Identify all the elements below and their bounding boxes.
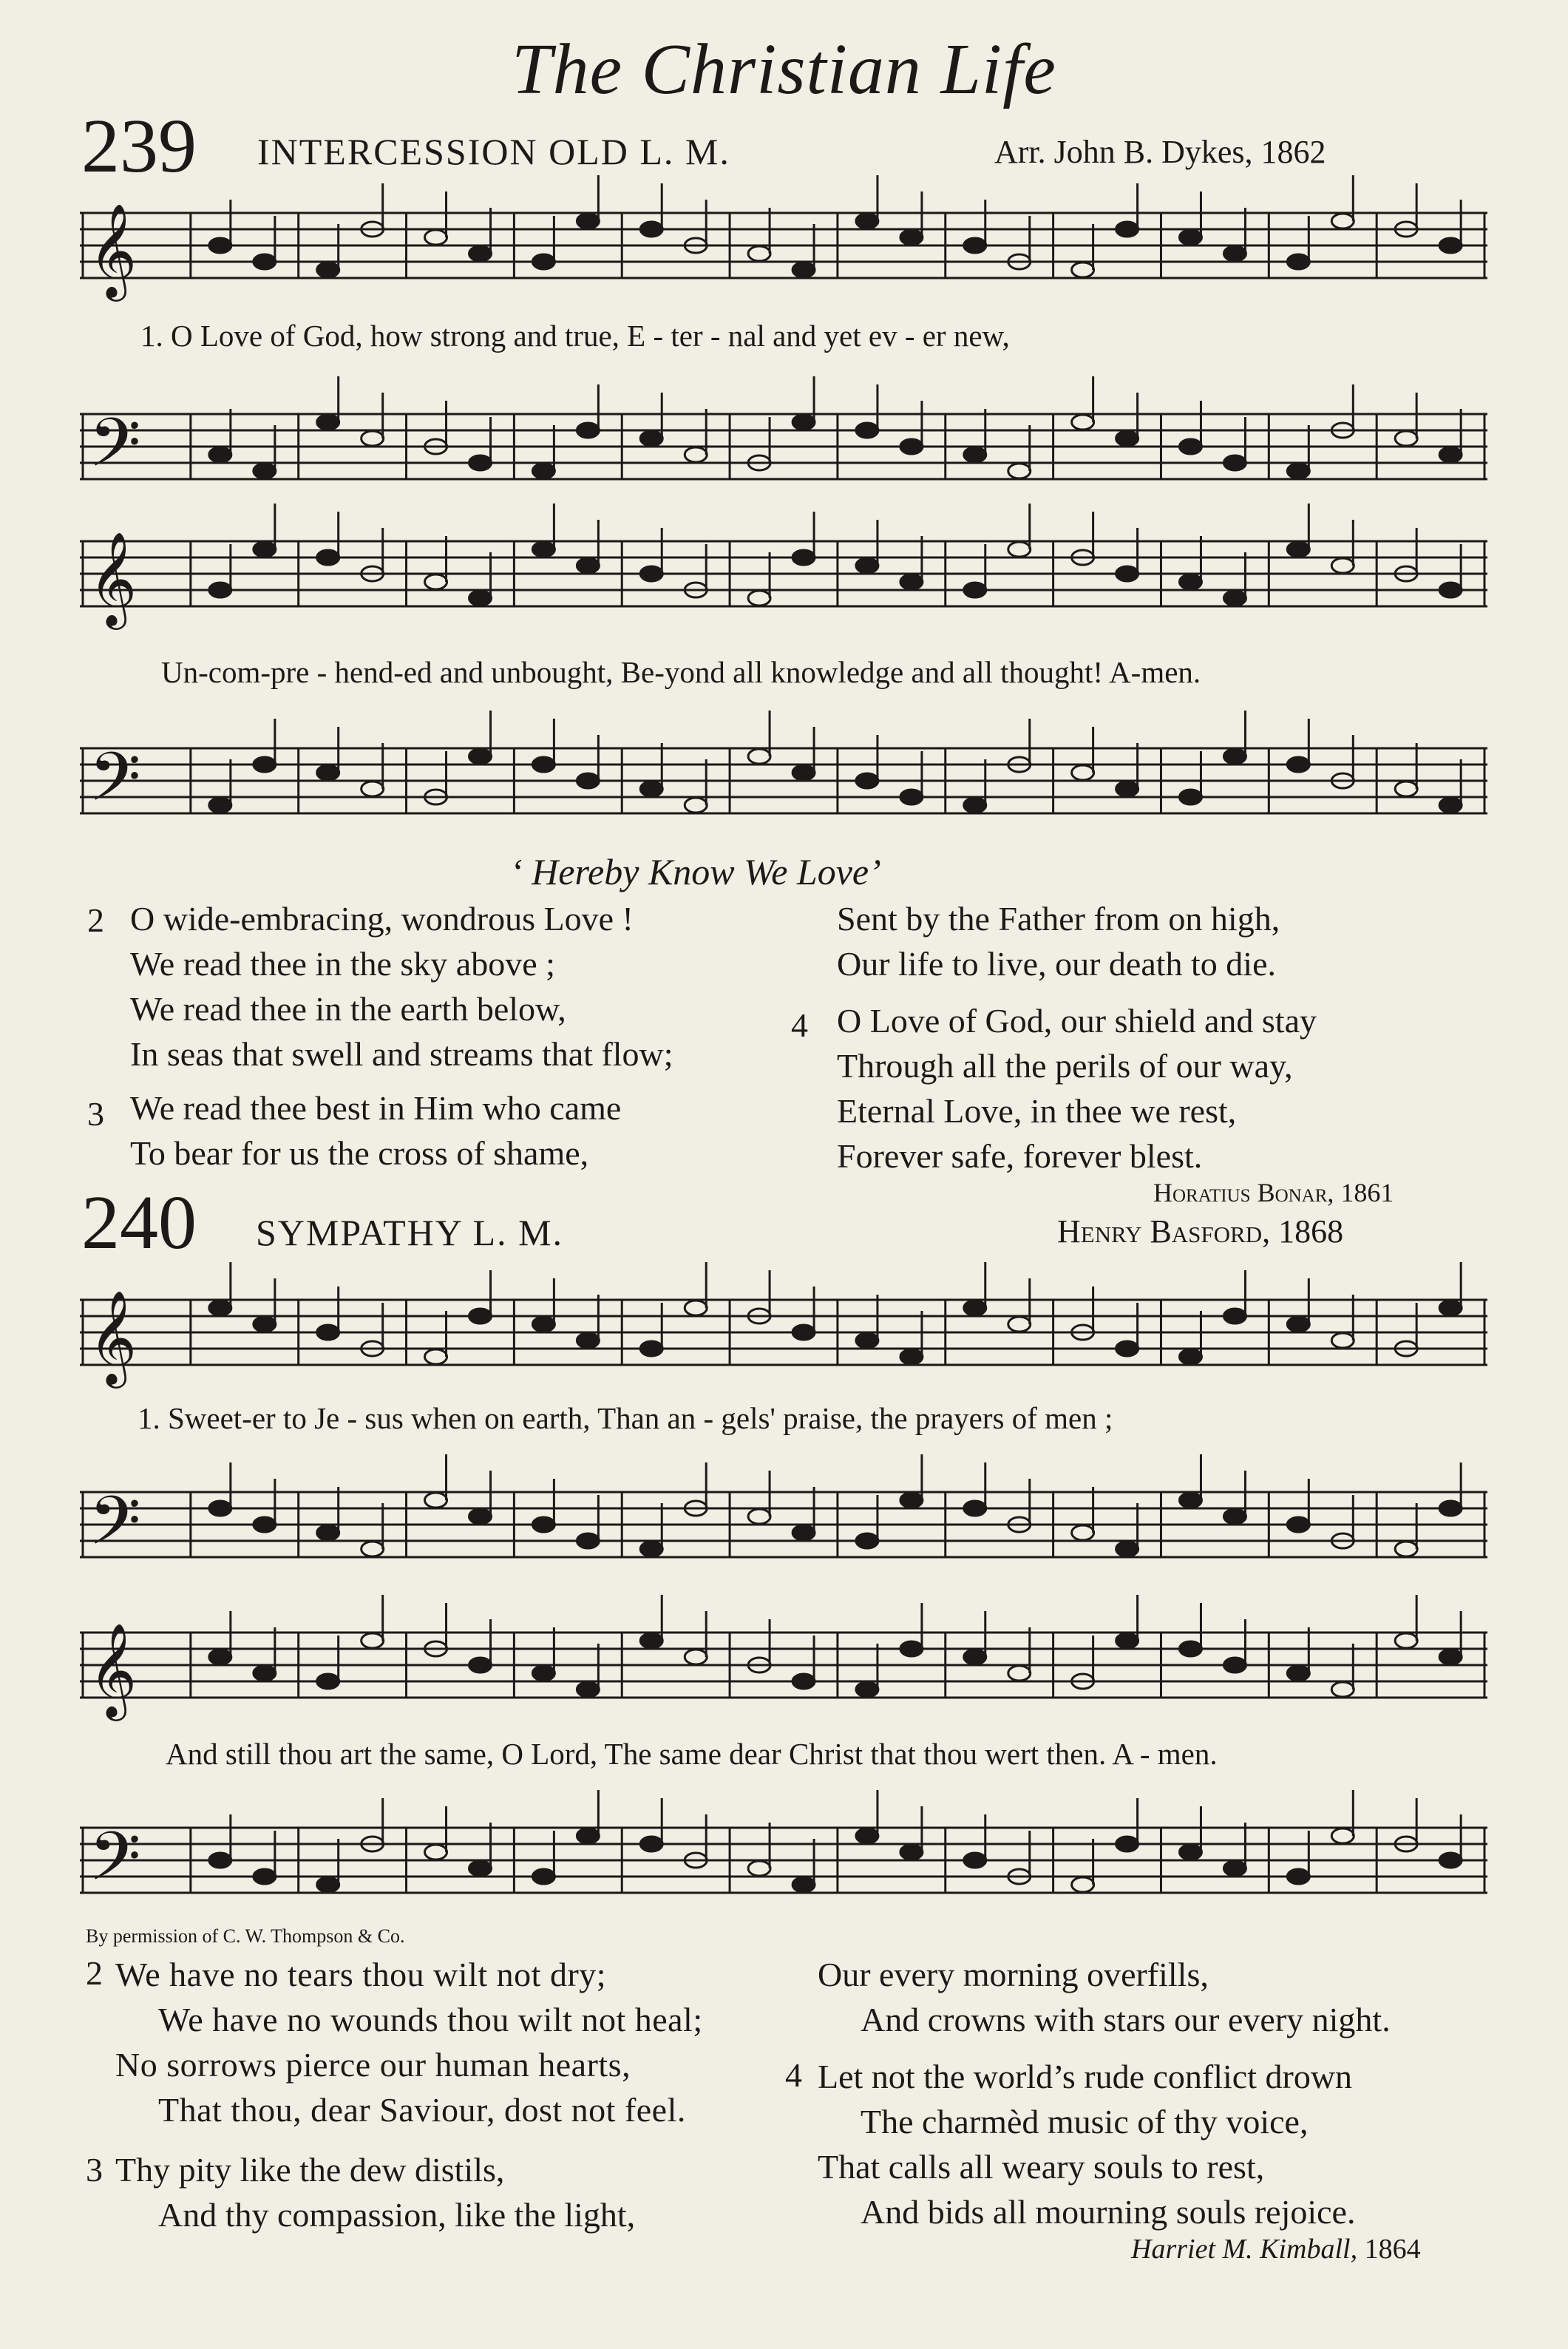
hymn-240-verse3-part2 — [818, 1952, 1391, 2042]
note-head — [1072, 415, 1094, 430]
note-head — [1223, 1309, 1246, 1323]
author-year: 1864 — [1364, 2234, 1421, 2265]
note-head — [793, 1325, 815, 1340]
hymn-239-verse2-number: 2 — [87, 901, 104, 939]
verse-line: And crowns with stars our every night. — [861, 2001, 1391, 2038]
note-head — [964, 1650, 986, 1664]
hymn-240-author — [1131, 2233, 1421, 2265]
hymn-240-lyric-line2: And still thou art the same, O Lord, The same dear Christ that thou wert then. A - men. — [166, 1737, 1218, 1771]
note-head — [1287, 757, 1309, 772]
note-head — [856, 1533, 878, 1548]
page-running-head: The Christian Life — [512, 30, 1056, 109]
note-head — [209, 583, 231, 597]
note-head — [900, 439, 923, 454]
note-head — [793, 765, 815, 780]
note-head — [469, 1658, 492, 1672]
note-head — [1179, 230, 1201, 245]
note-head — [1008, 1666, 1031, 1681]
hymn-239-arranger: Arr. John B. Dykes, 1862 — [994, 134, 1326, 170]
note-head — [254, 1517, 276, 1532]
note-head — [1179, 1845, 1201, 1860]
note-head — [1395, 431, 1417, 446]
note-head — [362, 431, 384, 446]
hymn-239-tune-name: INTERCESSION OLD L. M. — [257, 131, 730, 172]
note-head — [425, 1349, 447, 1364]
hymn-240-verse3-number: 3 — [86, 2151, 103, 2189]
note-head — [793, 1877, 815, 1892]
note-head — [317, 1525, 339, 1540]
note-head — [856, 423, 878, 438]
note-head — [317, 1674, 339, 1689]
note-head — [1287, 464, 1309, 478]
note-head — [1287, 1317, 1309, 1332]
note-head — [748, 749, 770, 764]
note-head — [793, 262, 815, 277]
note-head — [900, 1845, 923, 1860]
note-head — [1179, 574, 1201, 589]
note-head — [1439, 238, 1462, 253]
note-head — [640, 1837, 662, 1851]
note-head — [254, 464, 276, 478]
verse-line: That calls all weary souls to rest, — [818, 2148, 1265, 2186]
clef-icon: 𝄞 — [89, 1289, 138, 1384]
note-head — [425, 1845, 447, 1860]
note-head — [640, 1542, 662, 1556]
verse-line: Sent by the Father from on high, — [837, 900, 1280, 938]
note-head — [1287, 1517, 1309, 1532]
note-head — [1072, 1877, 1094, 1892]
hymn-239-system2-treble-staff — [80, 531, 1487, 626]
note-head — [640, 1633, 662, 1648]
note-head — [254, 254, 276, 269]
note-head — [1116, 431, 1138, 446]
note-head — [209, 798, 231, 813]
verse-line: We read thee in the sky above ; — [130, 945, 555, 983]
verse-line: O Love of God, our shield and stay — [837, 1002, 1317, 1040]
note-head — [1116, 1837, 1138, 1851]
note-head — [1439, 1853, 1462, 1868]
note-head — [577, 1682, 599, 1697]
hymn-239-system1-bass-staff — [80, 404, 1487, 498]
note-head — [469, 246, 492, 261]
verse-line: And thy compassion, like the light, — [158, 2196, 636, 2234]
note-head — [640, 431, 662, 446]
note-head — [1008, 464, 1031, 478]
note-head — [577, 214, 599, 228]
note-head — [856, 1828, 878, 1843]
note-head — [469, 1509, 492, 1524]
note-head — [1008, 542, 1031, 557]
hymn-240-verse2-number: 2 — [86, 1954, 103, 1992]
note-head — [1223, 1861, 1246, 1876]
hymn-239-subtitle: ‘ Hereby Know We Love’ — [510, 851, 881, 892]
note-head — [1439, 1301, 1462, 1315]
note-head — [469, 591, 492, 606]
note-head — [317, 765, 339, 780]
note-head — [1331, 558, 1354, 573]
hymn-240-system1-bass-staff — [80, 1482, 1487, 1576]
note-head — [577, 1333, 599, 1348]
note-head — [1116, 1542, 1138, 1556]
note-head — [1179, 1641, 1201, 1656]
note-head — [1116, 222, 1138, 237]
note-head — [425, 230, 447, 245]
note-head — [1179, 790, 1201, 804]
author-name: Harriet M. Kimball, — [1131, 2234, 1358, 2265]
clef-icon: 𝄢 — [89, 1817, 141, 1912]
note-head — [964, 447, 986, 462]
note-head — [856, 1333, 878, 1348]
note-head — [1331, 214, 1354, 228]
note-head — [532, 1317, 554, 1332]
note-head — [1116, 782, 1138, 796]
note-head — [685, 1650, 707, 1664]
verse-line: We have no wounds thou wilt not heal; — [158, 2001, 703, 2038]
note-head — [469, 1861, 492, 1876]
note-head — [254, 542, 276, 557]
note-head — [1439, 798, 1462, 813]
note-head — [1116, 566, 1138, 581]
note-head — [748, 591, 770, 606]
verse-line: O wide-embracing, wondrous Love ! — [130, 900, 634, 938]
hymn-239-verse4 — [837, 998, 1317, 1179]
hymn-239-author: Horatius Bonar, 1861 — [1153, 1178, 1394, 1207]
note-head — [469, 1309, 492, 1323]
note-head — [748, 1861, 770, 1876]
hymn-239-verse2 — [130, 896, 673, 1077]
verse-line: The charmèd music of thy voice, — [861, 2103, 1309, 2140]
verse-line: To bear for us the cross of shame, — [130, 1134, 589, 1172]
note-head — [469, 455, 492, 470]
note-head — [1072, 1525, 1094, 1540]
note-head — [793, 550, 815, 565]
note-head — [856, 1682, 878, 1697]
hymn-239-verse3-part1 — [130, 1085, 621, 1176]
note-head — [1116, 1633, 1138, 1648]
note-head — [685, 798, 707, 813]
hymn-240-verse3-part1 — [115, 2147, 635, 2237]
note-head — [317, 1877, 339, 1892]
note-head — [640, 1341, 662, 1356]
note-head — [532, 1869, 554, 1884]
hymn-239-system2-bass-staff — [80, 738, 1487, 833]
note-head — [1179, 1349, 1201, 1364]
note-head — [577, 1533, 599, 1548]
note-head — [254, 1666, 276, 1681]
note-head — [1287, 1869, 1309, 1884]
clef-icon: 𝄞 — [89, 531, 138, 626]
verse-line: That thou, dear Saviour, dost not feel. — [158, 2091, 686, 2129]
hymn-240-permission-note: By permission of C. W. Thompson & Co. — [86, 1925, 405, 1947]
note-head — [1008, 1317, 1031, 1332]
hymn-240-verse4-number: 4 — [785, 2056, 802, 2094]
verse-line: And bids all mourning souls rejoice. — [861, 2193, 1356, 2231]
note-head — [1223, 749, 1246, 764]
clef-icon: 𝄢 — [89, 404, 141, 498]
note-head — [1223, 246, 1246, 261]
verse-line: Eternal Love, in thee we rest, — [837, 1092, 1237, 1130]
note-head — [640, 782, 662, 796]
hymn-239-system1-treble-staff — [80, 203, 1487, 297]
hymn-240-composer: Henry Basford, 1868 — [1057, 1213, 1344, 1250]
verse-line: Let not the world’s rude conflict drown — [818, 2058, 1353, 2095]
clef-icon: 𝄢 — [89, 738, 141, 833]
note-head — [1331, 1682, 1354, 1697]
note-head — [900, 1493, 923, 1508]
clef-icon: 𝄢 — [89, 1482, 141, 1576]
note-head — [209, 1301, 231, 1315]
note-head — [254, 1317, 276, 1332]
note-head — [1179, 439, 1201, 454]
hymn-239-verse3-number: 3 — [87, 1095, 104, 1133]
note-head — [1331, 1828, 1354, 1843]
note-head — [1395, 1633, 1417, 1648]
hymn-240-system1-treble-staff — [80, 1289, 1487, 1384]
verse-line: Thy pity like the dew distils, — [115, 2151, 505, 2189]
note-head — [964, 1501, 986, 1516]
hymn-240-system2-bass-staff — [80, 1817, 1487, 1912]
note-head — [793, 415, 815, 430]
note-head — [1439, 1650, 1462, 1664]
note-head — [209, 1853, 231, 1868]
note-head — [793, 1674, 815, 1689]
hymn-240-verse4 — [818, 2054, 1355, 2234]
note-head — [532, 464, 554, 478]
note-head — [640, 222, 662, 237]
note-head — [900, 230, 923, 245]
verse-line: We read thee in the earth below, — [130, 990, 566, 1028]
note-head — [317, 1325, 339, 1340]
note-head — [685, 447, 707, 462]
note-head — [1287, 254, 1309, 269]
hymn-240-verse2 — [115, 1952, 703, 2132]
clef-icon: 𝄞 — [89, 1622, 138, 1717]
note-head — [964, 798, 986, 813]
clef-icon: 𝄞 — [89, 203, 138, 297]
note-head — [425, 574, 447, 589]
note-head — [856, 773, 878, 788]
note-head — [532, 254, 554, 269]
note-head — [748, 1509, 770, 1524]
note-head — [1395, 1542, 1417, 1556]
note-head — [532, 757, 554, 772]
note-head — [254, 1869, 276, 1884]
hymn-239-lyric-line1: 1. O Love of God, how strong and true, E - ter - nal and yet ev - er new, — [140, 319, 1010, 353]
note-head — [856, 558, 878, 573]
note-head — [856, 214, 878, 228]
note-head — [362, 1633, 384, 1648]
hymn-240-system2-treble-staff — [80, 1622, 1487, 1717]
note-head — [640, 566, 662, 581]
note-head — [577, 1828, 599, 1843]
verse-line: Our every morning overfills, — [818, 1956, 1209, 1993]
note-head — [532, 542, 554, 557]
note-head — [209, 447, 231, 462]
note-head — [793, 1525, 815, 1540]
note-head — [209, 1650, 231, 1664]
note-head — [1287, 1666, 1309, 1681]
verse-line: In seas that swell and streams that flow; — [130, 1035, 673, 1073]
note-head — [1439, 583, 1462, 597]
verse-line: Our life to live, our death to die. — [837, 945, 1277, 983]
hymn-239-number: 239 — [81, 104, 197, 189]
hymn-239-lyric-line2: Un-com-pre - hend-ed and unbought, Be-yond all knowledge and all thought! A-men. — [161, 655, 1201, 689]
hymn-240-number: 240 — [81, 1180, 197, 1265]
note-head — [532, 1517, 554, 1532]
note-head — [1179, 1493, 1201, 1508]
verse-line: Through all the perils of our way, — [837, 1047, 1293, 1085]
verse-line: Forever safe, forever blest. — [837, 1137, 1203, 1175]
note-head — [577, 773, 599, 788]
note-head — [254, 757, 276, 772]
note-head — [964, 1301, 986, 1315]
note-head — [317, 550, 339, 565]
note-head — [362, 1542, 384, 1556]
note-head — [1223, 1658, 1246, 1672]
verse-line: We have no tears thou wilt not dry; — [115, 1956, 607, 1993]
verse-line: We read thee best in Him who came — [130, 1089, 622, 1127]
note-head — [964, 583, 986, 597]
hymn-240-tune-name: SYMPATHY L. M. — [256, 1212, 564, 1253]
note-head — [1395, 782, 1417, 796]
note-head — [900, 1641, 923, 1656]
note-head — [1072, 262, 1094, 277]
note-head — [209, 238, 231, 253]
note-head — [1439, 447, 1462, 462]
verse-line: No sorrows pierce our human hearts, — [115, 2046, 631, 2084]
note-head — [900, 790, 923, 804]
note-head — [900, 574, 923, 589]
note-head — [1072, 765, 1094, 780]
note-head — [1331, 1333, 1354, 1348]
note-head — [362, 782, 384, 796]
hymn-239-verse3-part2 — [837, 896, 1280, 986]
note-head — [577, 558, 599, 573]
note-head — [964, 1853, 986, 1868]
note-head — [209, 1501, 231, 1516]
note-head — [685, 1301, 707, 1315]
note-head — [577, 423, 599, 438]
note-head — [964, 238, 986, 253]
note-head — [1439, 1501, 1462, 1516]
note-head — [900, 1349, 923, 1364]
note-head — [1223, 1509, 1246, 1524]
note-head — [748, 246, 770, 261]
note-head — [532, 1666, 554, 1681]
note-head — [317, 262, 339, 277]
note-head — [469, 749, 492, 764]
note-head — [1223, 591, 1246, 606]
note-head — [1287, 542, 1309, 557]
hymn-240-lyric-line1: 1. Sweet-er to Je - sus when on earth, Than an - gels' praise, the prayers of men ; — [138, 1401, 1113, 1435]
note-head — [317, 415, 339, 430]
hymn-239-verse4-number: 4 — [791, 1006, 808, 1044]
note-head — [1223, 455, 1246, 470]
note-head — [1116, 1341, 1138, 1356]
note-head — [425, 1493, 447, 1508]
